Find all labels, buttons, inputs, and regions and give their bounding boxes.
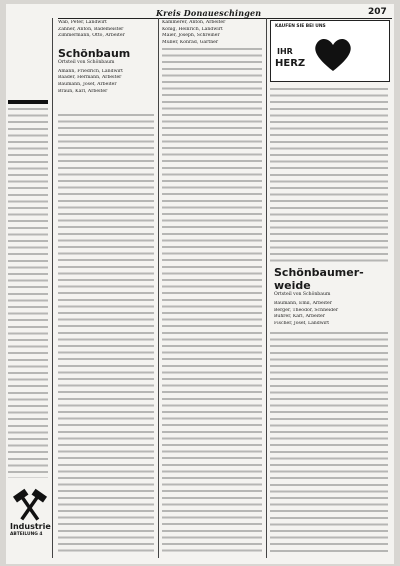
logo-name: Industrie — [10, 522, 51, 531]
heart-advert — [270, 20, 390, 82]
entry: Amann, Friedrich, Landwirt — [58, 68, 124, 74]
page-number: 207 — [368, 7, 387, 17]
entry: Fischer, Josef, Landwirt — [274, 320, 330, 326]
column-d — [274, 266, 388, 327]
advert-word-ihr: IHR — [277, 47, 293, 56]
entry: Braun, Karl, Arbeiter — [58, 88, 108, 94]
column-c-text — [162, 48, 262, 554]
heart-icon — [313, 35, 353, 73]
section-title-schoenbaumerweide: Schönbaumer- — [274, 266, 364, 279]
section-subtitle: Ortsteil von Schönbaum — [274, 292, 331, 297]
logo-subline: ABTEILUNG 4 — [10, 532, 43, 537]
section-title-schoenbaum: Schönbaum — [58, 46, 131, 60]
crossed-hammers-icon — [10, 488, 50, 522]
entry: Wäb, Peter, Landwirt — [58, 20, 107, 25]
entry: Baumann, Josef, Arbeiter — [58, 81, 117, 87]
entry: König, Heinrich, Landwirt — [162, 26, 223, 32]
section-title-schoenbaumerweide-2: weide — [274, 279, 311, 292]
section-subtitle: Ortsteil von Schönbaum — [58, 59, 115, 65]
entry: Baumann, Emil, Arbeiter — [274, 301, 332, 306]
margin-bar — [8, 100, 48, 104]
margin-text — [8, 108, 48, 478]
entry: Maier, Joseph, Schreiner — [162, 33, 220, 39]
entry: Kammerer, Anton, Arbeiter — [162, 20, 226, 25]
entry: Berger, Theodor, Schneider — [274, 307, 339, 313]
entry: Zähner, Anton, Bademeister — [58, 26, 124, 32]
header-rule — [58, 18, 392, 19]
page-header-title: Kreis Donaueschingen — [156, 8, 262, 18]
column-divider — [266, 18, 267, 558]
column-b — [58, 20, 154, 95]
column-b-text — [58, 114, 154, 554]
advert-headline: KAUFEN SIE BEI UNS — [275, 24, 326, 29]
entry: Baader, Hermann, Arbeiter — [58, 75, 122, 81]
entry: Bührer, Karl, Arbeiter — [274, 314, 325, 320]
column-d-text-lower — [270, 332, 388, 554]
entry: Müller, Konrad, Gärtner — [162, 39, 219, 45]
column-divider — [52, 18, 53, 558]
advert-word-herz: HERZ — [275, 58, 306, 69]
column-c — [162, 20, 262, 46]
directory-page — [6, 4, 394, 564]
column-d-text-upper — [270, 88, 388, 264]
entry: Zimmermann, Otto, Arbeiter — [58, 33, 125, 39]
column-divider — [158, 18, 159, 558]
